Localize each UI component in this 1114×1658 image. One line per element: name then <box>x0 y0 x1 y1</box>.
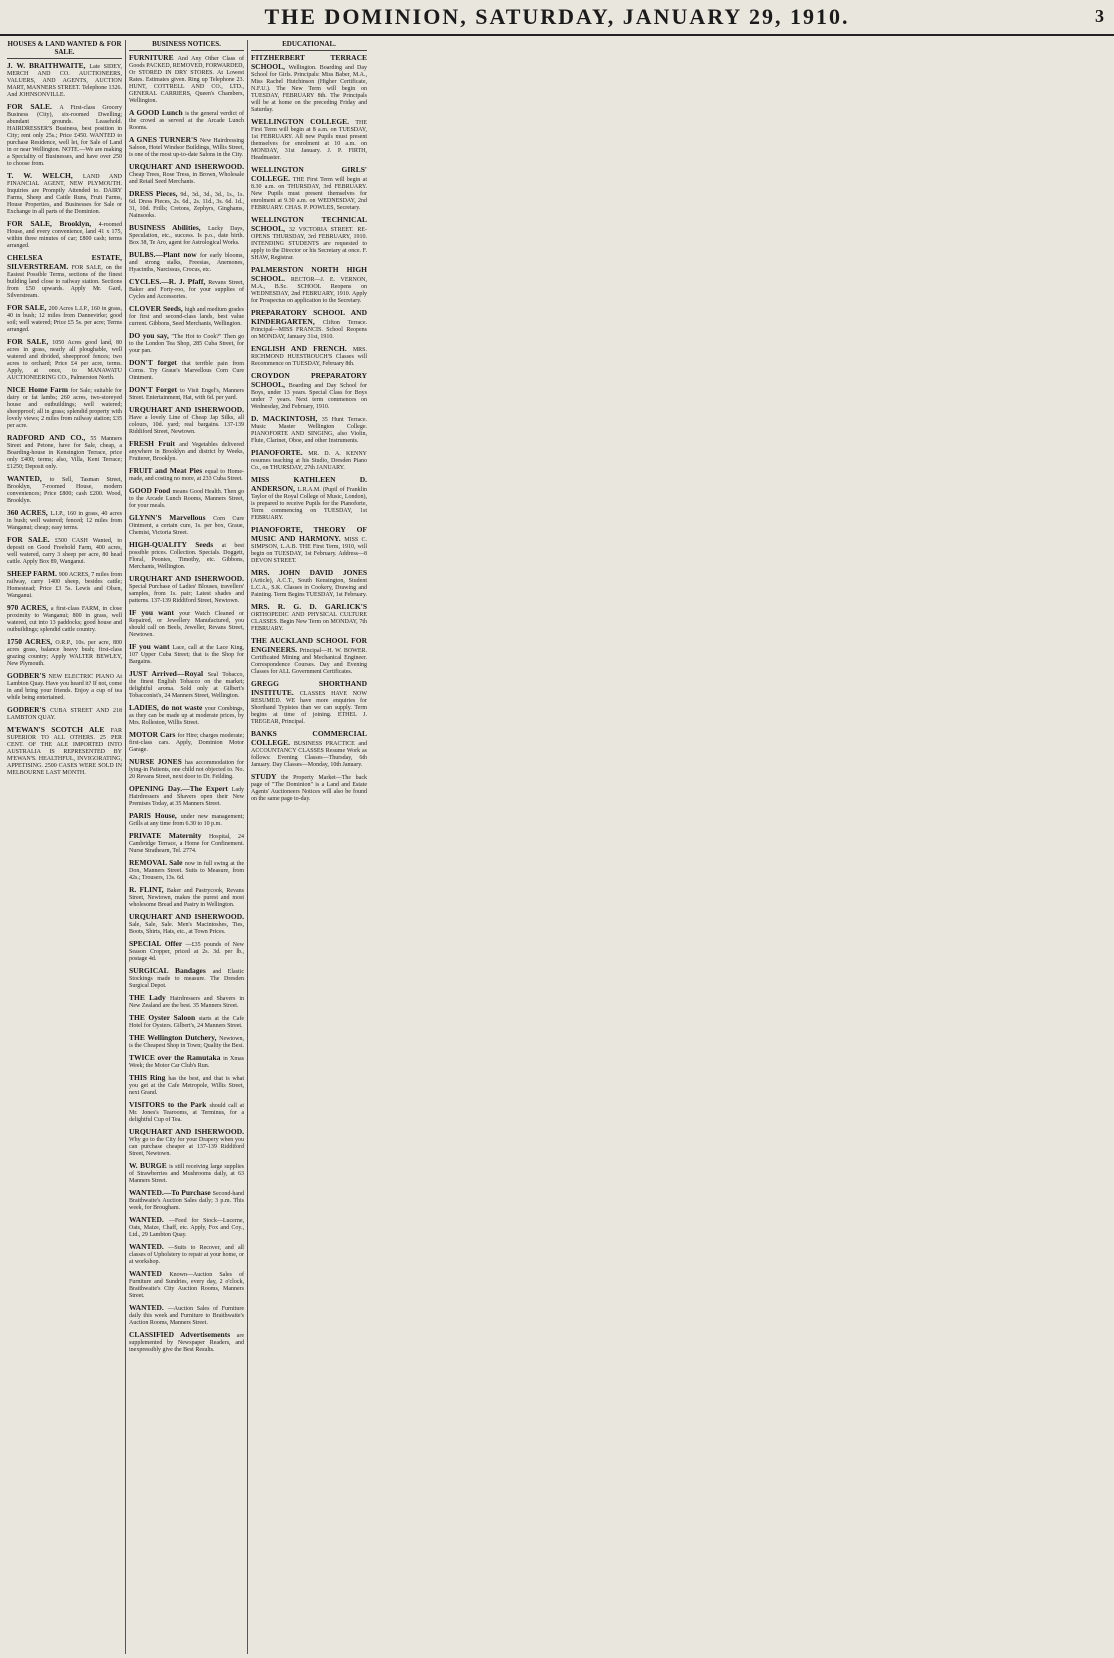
classified-ad <box>129 487 244 510</box>
ad-lead: MOTOR Cars <box>129 730 178 739</box>
classified-ad <box>129 670 244 700</box>
ad-lead: THE Oyster Saloon <box>129 1013 199 1022</box>
ad-lead: MRS. R. G. D. GARLICK'S <box>251 602 367 611</box>
ad-lead: A GOOD Lunch <box>129 108 186 117</box>
ad-text: 900 ACRES, 7 miles from railway, carry 1400 sheep, besides cattle; Homestead; Price £3 5s. Lewis and Olsen, Wanganui. <box>7 572 122 599</box>
masthead-title: THE DOMINION, SATURDAY, JANUARY 29, 1910. <box>264 4 850 29</box>
ad-text: in Xmas Week; the Motor Car Club's Run. <box>129 1056 244 1069</box>
ad-lead: MRS. JOHN DAVID JONES <box>251 568 367 577</box>
column-header: HOUSES & LAND WANTED & FOR SALE. <box>7 40 122 59</box>
classified-ad <box>129 967 244 990</box>
ad-text: Hospital, 24 Cambridge Terrace, a Home for Confinement. Nurse Strathearn, Tel. 2774. <box>129 834 244 854</box>
ad-list <box>7 62 122 777</box>
ad-lead: URQUHART AND ISHERWOOD. <box>129 912 244 921</box>
ad-text: has the best, and that is what you get at the Cafe Metropole, Willis Street, next Grand. <box>129 1076 244 1096</box>
classified-ad <box>129 859 244 882</box>
ad-lead: DON'T forget <box>129 358 182 367</box>
ad-lead: PIANOFORTE, THEORY OF MUSIC AND HARMONY. <box>251 525 367 543</box>
classified-ad <box>129 785 244 808</box>
page-number: 3 <box>1095 6 1104 26</box>
ad-lead: WELLINGTON COLLEGE. <box>251 117 356 126</box>
ad-lead: FRUIT and Meat Pies <box>129 466 205 475</box>
ad-lead: ENGLISH AND FRENCH. <box>251 344 353 353</box>
ad-lead: IF you want <box>129 642 173 651</box>
classified-ad <box>7 434 122 471</box>
ad-text: NEW ELECTRIC PIANO At Lambton Quay. Have you heard it? If not, come in and bring your friends. Enjoy a cup of tea while being entertained. <box>7 674 122 701</box>
classified-ad <box>7 62 122 99</box>
ad-lead: 360 ACRES, <box>7 508 51 517</box>
ad-text: 32 VICTORIA STREET. RE-OPENS THURSDAY, 3rd FEBRUARY, 1910. INTENDING STUDENTS are requested to apply to the Director or his Secretary at once. F. SHAW, Registrar. <box>251 227 367 261</box>
ad-lead: URQUHART AND ISHERWOOD. <box>129 1127 244 1136</box>
ad-text: means Good Health. Then go to the Arcade Lunch Rooms, Manners Street, for your meals. <box>129 489 245 509</box>
ad-lead: URQUHART AND ISHERWOOD. <box>129 162 244 171</box>
ad-text: Lady Hairdressers and Shavers open their New Premises Today, at 35 Manners Street. <box>129 787 244 807</box>
ad-text: BUSINESS PRACTICE and ACCOUNTANCY CLASSES Resume Work as follows: Evening Classes—Thursday, 6th January. Day Classes—Monday, 10th January. <box>251 741 367 768</box>
classified-ad <box>251 569 367 599</box>
ad-text: that terrible pain from Corns. Try Graue's Marvellous Corn Cure Ointment. <box>129 361 244 381</box>
ad-text: Clifton Terrace. Principal—MISS FRANCIS. School Reopens on MONDAY, January 31st, 1910. <box>251 320 367 340</box>
ad-text: to Sell, Tasman Street, Brooklyn, 7-roomed House, modern conveniences; Price £800; cash £200. Wood, Brooklyn. <box>7 477 122 504</box>
ad-lead: PALMERSTON NORTH HIGH SCHOOL. <box>251 265 367 283</box>
classified-ad <box>129 704 244 727</box>
classified-ad <box>7 706 122 722</box>
ad-text: Lace, call at the Lace King, 107 Upper Cuba Street; that is the Shop for Bargains. <box>129 645 244 665</box>
classified-ad <box>7 672 122 702</box>
classified-ad <box>129 731 244 754</box>
ad-text: FAR SUPERIOR TO ALL OTHERS. 25 PER CENT. OF THE ALE IMPORTED INTO AUSTRALIA IS REPRESENTED BY M'EWAN'S. HEALTHFUL, INVIGORATING, APPETISING. 2500 CASES WERE SOLD IN MELBOURNE LAST MONTH. <box>7 728 122 776</box>
column-educational-1 <box>248 40 370 1654</box>
ad-text: 4-roomed House, and every convenience, land 41 x 175, within three minutes of car; £800 cash; terms arranged. <box>7 222 122 249</box>
ad-lead: HIGH-QUALITY Seeds <box>129 540 222 549</box>
ad-text: Seal Tobacco, the finest English Tobacco on the market; delightful aroma. Sold only at Gilbert's Tobacconist's, 24 Manners Street, Wellington. <box>129 672 244 699</box>
ad-lead: LADIES, do not waste <box>129 703 205 712</box>
ad-lead: D. MACKINTOSH, <box>251 414 322 423</box>
ad-lead: JUST Arrived—Royal <box>129 669 208 678</box>
ad-lead: WANTED. <box>129 1215 169 1224</box>
ad-list <box>129 54 244 1354</box>
ad-text: equal to Home-made, and costing no more, at 233 Cuba Street. <box>129 469 244 482</box>
ad-lead: 970 ACRES, <box>7 603 51 612</box>
ad-text: starts at the Cafe Hotel for Oysters. Gilbert's, 24 Manners Street. <box>129 1016 244 1029</box>
ad-text: and Vegetables delivered anywhere in Brooklyn and district by Weeks, Fruiterer, Brooklyn. <box>129 442 244 462</box>
ad-text: —Feed for Stock—Lucerne, Oats, Maize, Chaff, etc. Apply, Fox and Coy., Ltd., 29 Lambton Quay. <box>129 1218 244 1238</box>
classified-ad <box>7 103 122 168</box>
classified-ad <box>251 415 367 445</box>
classified-ad <box>129 467 244 483</box>
ad-lead: FOR SALE. <box>7 535 55 544</box>
ad-lead: GLYNN'S Marvellous <box>129 513 214 522</box>
classified-ad <box>129 109 244 132</box>
ad-lead: URQUHART AND ISHERWOOD. <box>129 574 244 583</box>
ad-lead: PIANOFORTE. <box>251 448 309 457</box>
classified-ad <box>129 440 244 463</box>
ad-lead: STUDY <box>251 772 282 781</box>
ad-text: —£35 pounds of New Season Cropper, priced at 2s. 3d. per lb., postage 4d. <box>129 942 244 962</box>
classified-ad <box>7 604 122 634</box>
classified-ad <box>129 886 244 909</box>
ad-lead: FOR SALE, <box>7 337 53 346</box>
ad-lead: BUSINESS Abilities, <box>129 223 208 232</box>
masthead <box>0 0 1114 36</box>
classified-ad <box>7 386 122 430</box>
classified-ad <box>129 1304 244 1327</box>
ad-lead: GODBER'S <box>7 671 49 680</box>
ad-text: (Article), A.C.T., South Kensington, Student L.C.A., S.K. Classes in Cookery, Drawing and Painting. Term Begins TUESDAY, 1st February. <box>251 578 367 598</box>
ad-text: Newtown, is the Cheapest Shop in Town; Quality the Best. <box>129 1036 244 1049</box>
ad-lead: WANTED <box>129 1269 170 1278</box>
ad-text: —Suits to Recover, and all classes of Upholstery to repair at your home, or at workshop. <box>129 1245 244 1265</box>
classified-ad <box>251 309 367 341</box>
classified-ad <box>129 251 244 274</box>
ad-text: under new management; Grills at any time from 6.30 to 10 p.m. <box>129 814 244 827</box>
ad-text: a first-class FARM, in close proximity to Wanganui; 800 in grass, well watered, cut into 13 paddocks; good house and outbuildings; splendid cattle country. <box>7 606 122 633</box>
ad-lead: THIS Ring <box>129 1073 169 1082</box>
ad-lead: SURGICAL Bandages <box>129 966 213 975</box>
ad-lead: FOR SALE, <box>7 303 49 312</box>
ad-text: L.I.P., 160 in grass, 40 acres in bush; well watered; fenced; 12 miles from Wanganui; cheap; easy terms. <box>7 511 123 531</box>
ad-text: And Any Other Class of Goods PACKED, REMOVED, FORWARDED, Or STORED IN DRY STORES. At Lowest Rates. Estimates given. Ring up Telephone 23. HUNT, COTTRELL AND CO., LTD., GENERAL CARRIERS, Queen's Chambers, Wellington. <box>129 56 244 104</box>
ad-text: are supplemented by Newspaper Readers, and inexpressibly give the Best Results. <box>129 1333 244 1353</box>
ad-text: Why go to the City for your Drapery when you can purchase cheaper at 137-139 Riddiford Street, Newtown. <box>129 1137 244 1157</box>
ad-text: Corn Cure Ointment, a certain cure, 1s. per box, Graue, Chemist, Victoria Street. <box>129 516 244 536</box>
classified-ad <box>251 216 367 262</box>
ad-text: for Hire; charges moderate; first-class cars. Apply, Dominion Motor Garage. <box>129 733 244 753</box>
ad-lead: WANTED, <box>7 474 50 483</box>
ad-lead: CROYDON PREPARATORY SCHOOL, <box>251 371 367 389</box>
columns <box>4 40 1110 1654</box>
ad-lead: FOR SALE, Brooklyn, <box>7 219 99 228</box>
classified-ad <box>129 332 244 355</box>
column-business-notices <box>126 40 248 1654</box>
classified-ad <box>129 359 244 382</box>
classified-ad <box>251 603 367 633</box>
ad-text: Cheap Trees, Rose Tress, in Brown, Wholesale and Retail Seed Merchants. <box>129 172 244 185</box>
classified-ad <box>129 406 244 436</box>
ad-lead: THE Wellington Dutchery, <box>129 1033 220 1042</box>
classified-ad <box>251 118 367 162</box>
classified-ad <box>129 1189 244 1212</box>
ad-text: Special Purchase of Ladies' Blouses, travellers' samples, from 1s. pair; Latest shades and patterns. 137-139 Riddiford Street, Newtown. <box>129 584 244 604</box>
classified-ad <box>129 386 244 402</box>
classified-ad <box>251 345 367 368</box>
ad-lead: M'EWAN'S SCOTCH ALE <box>7 725 111 734</box>
ad-lead: CLOVER Seeds, <box>129 304 185 313</box>
ad-text: Boarding and Day School for Boys, under 13 years. Special Class for Boys under 7 years. Next term commences on Wednesday, 2nd February, 1910. <box>251 383 368 410</box>
ad-lead: PARIS House, <box>129 811 181 820</box>
classified-ad <box>7 570 122 600</box>
classified-ad <box>129 514 244 537</box>
ad-lead: PREPARATORY SCHOOL AND KINDERGARTEN, <box>251 308 367 326</box>
classified-ad <box>7 726 122 777</box>
classified-ad <box>7 254 122 300</box>
classified-ad <box>129 224 244 247</box>
ad-lead: T. W. WELCH, <box>7 171 83 180</box>
ad-list <box>251 54 367 803</box>
ad-text: now in full swing at the Don, Manners Street. Suits to Measure, from 42s.; Trousers, 13s. 6d. <box>129 861 244 881</box>
ad-text: New Hairdressing Saloon, Hotel Windsor Buildings, Willis Street, is one of the most up-to-date Salons in the City. <box>129 138 244 158</box>
ad-lead: TWICE over the Ramutaka <box>129 1053 224 1062</box>
classified-ad <box>129 994 244 1010</box>
ad-text: MRS. RICHMOND HUESTROUCH'S Classes will Recommence on TUESDAY, February 8th. <box>251 347 367 367</box>
classified-ad <box>129 832 244 855</box>
ad-text: 9d., 3d., 3d., 3d., 1s., 1s. 6d. Dress Pieces, 2s. 6d., 2s. 11d., 3s. 6d. 1d., 31, 10d. Frills; Cretons, Zephyrs, Ginghams, Nainsooks. <box>129 192 244 219</box>
classified-ad <box>7 304 122 334</box>
classified-ad <box>251 526 367 565</box>
ad-lead: DRESS Pieces, <box>129 189 181 198</box>
ad-text: RECTOR—J. E. VERNON, M.A., B.Sc. SCHOOL Reopens on WEDNESDAY, 2nd FEBRUARY, 1910. Apply for Prospectus on application to the Secretary. <box>251 277 368 304</box>
ad-lead: NURSE JONES <box>129 757 186 766</box>
ad-text: Baker and Pastrycook, Revans Street, Newtown, makes the purest and most wholesome Bread and Pastry in Wellington. <box>129 888 244 908</box>
ad-text: has accommodation for lying-in Patients, one child not objected to. No. 20 Revans Street, next door to Dr. Feilding. <box>129 760 244 780</box>
ad-text: Late SIDEY, MERCH AND CO. AUCTIONEERS, VALUERS, AND AGENTS, AUCTION MART, MANNERS STREET. Telephone 1326. And JOHNSONVILLE. <box>7 64 122 98</box>
classified-ad <box>129 643 244 666</box>
classified-ad <box>129 1128 244 1158</box>
ad-text: L.R.A.M. (Pupil of Franklin Taylor of the Royal College of Music, London), is prepared to receive Pupils for the Pianoforte, Term commencing on TUESDAY, 1st FEBRUARY. <box>251 487 367 521</box>
ad-lead: CHELSEA ESTATE, SILVERSTREAM. <box>7 253 122 271</box>
ad-lead: NICE Home Farm <box>7 385 71 394</box>
ad-lead: 1750 ACRES, <box>7 637 56 646</box>
ad-text: FOR SALE, on the Easiest Possible Terms, sections of the finest building land close to railway station. Sections from £50 upwards. Apply Mr. Gard, Silverstream. <box>7 265 122 299</box>
ad-lead: A GNES TURNER'S <box>129 135 200 144</box>
ad-lead: THE AUCKLAND SCHOOL FOR ENGINEERS. <box>251 636 367 654</box>
ad-lead: CLASSIFIED Advertisements <box>129 1330 237 1339</box>
classified-ad <box>7 509 122 532</box>
classified-ad <box>129 575 244 605</box>
ad-text: LAND AND FINANCIAL AGENT, NEW PLYMOUTH. Inquiries are Promptly Attended to. DAIRY Farms, Sheep and Cattle Runs, Fruit Farms, House Properties, and Businesses for Sale or Exchange in all parts of the Dominion. <box>7 174 122 215</box>
ad-text: your Watch Cleaned or Repaired, or Jewellery Manufactured, you should call on Beels, Jeweller, Revans Street, Newtown. <box>129 611 244 638</box>
classified-ad <box>129 609 244 639</box>
ad-lead: W. BURGE <box>129 1161 170 1170</box>
ad-text: —Auction Sales of Furniture daily this week and Furniture to Braithwaite's Auction Rooms, Manners Street. <box>129 1306 244 1326</box>
classified-ad <box>251 637 367 676</box>
classified-ad <box>7 220 122 250</box>
classified-ad <box>129 278 244 301</box>
ad-text: your Combings, as they can be made up at moderate prices, by Mrs. Rolleston, Willis Street. <box>129 706 245 726</box>
ad-lead: GREGG SHORTHAND INSTITUTE. <box>251 679 367 697</box>
classified-ad <box>129 1074 244 1097</box>
ad-text: THE First Term will begin at 8.30 a.m. on THURSDAY, 3rd FEBRUARY. New Pupils must present themselves for enrolment at 9.30 a.m. on WEDNESDAY, 2nd FEBRUARY. CHAS. P. POWLES, Secretary. <box>251 177 367 211</box>
classified-ad <box>129 1216 244 1239</box>
classified-ad <box>251 730 367 769</box>
ad-text: Known—Auction Sales of Furniture and Sundries, every day, 2 o'clock, Braithwaite's City Auction Rooms, Manners Street. <box>129 1272 244 1299</box>
classified-ad <box>129 1034 244 1050</box>
classified-ad <box>251 773 367 803</box>
column-houses-land <box>4 40 126 1654</box>
classified-ad <box>129 305 244 328</box>
column-header: BUSINESS NOTICES. <box>129 40 244 51</box>
classified-ad <box>129 1243 244 1266</box>
classified-ad <box>129 913 244 936</box>
ad-text: Second-hand Braithwaite's Auction Sales daily; 3 p.m. This week, for Brougham. <box>129 1191 244 1211</box>
classified-ad <box>251 266 367 305</box>
ad-lead: FITZHERBERT TERRACE SCHOOL, <box>251 53 367 71</box>
ad-text: 55 Manners Street and Petone, have for Sale, cheap, a Boarding-house in Kensington Terrace, price only £400; terms; also, Villa, Kent Terrace; £1250; Deposit only. <box>7 436 122 470</box>
ad-lead: CYCLES.—R. J. Pfaff, <box>129 277 209 286</box>
ad-lead: J. W. BRAITHWAITE, <box>7 61 90 70</box>
ad-lead: FURNITURE <box>129 53 178 62</box>
ad-lead: SPECIAL Offer <box>129 939 186 948</box>
ad-text: is still receiving large supplies of Strawberries and Mushrooms daily, at 63 Manners Street. <box>129 1164 244 1184</box>
ad-text: Lucky Days, Speculation, etc., success. Is p.o., date birth. Box 38, Te Aro, agent for Astrological Works. <box>129 226 244 246</box>
ad-text: MISS C. SIMPSON, L.A.B. THE First Term, 1910, will begin on TUESDAY, 1st February. Address—8 DEVON STREET. <box>251 537 368 564</box>
ad-text: Wellington. Boarding and Day School for Girls. Principals: Miss Baber, M.A., Miss Rachel Hutchinson (Higher Certificate, N.F.U.). The New Term will begin on TUESDAY, FEBRUARY 8th. The Principals will be at home on the preceding Friday and Saturday. <box>251 65 367 113</box>
ad-lead: SHEEP FARM. <box>7 569 59 578</box>
classified-ad <box>129 1331 244 1354</box>
ad-text: Revans Street, Baker and Forty-roo, for your supplies of Cycles and Accessories. <box>129 280 244 300</box>
classified-ad <box>129 940 244 963</box>
classified-ad <box>251 166 367 212</box>
ad-lead: WELLINGTON TECHNICAL SCHOOL, <box>251 215 367 233</box>
classified-ad <box>129 541 244 571</box>
ad-text: Principal—H. W. BOWER. Certificated Mining and Mechanical Engineer. Correspondence Courses. Day and Evening Classes for ALL Government Certificates. <box>251 648 367 675</box>
ad-text: THE First Term will begin at 8 a.m. on TUESDAY, 1st FEBRUARY. All new Pupils must present themselves for enrolment at 10 a.m. on MONDAY, 31st January. J. P. FIRTH, Headmaster. <box>251 120 367 161</box>
classified-ad <box>7 338 122 382</box>
ad-lead: PRIVATE Maternity <box>129 831 209 840</box>
column-header: EDUCATIONAL. <box>251 40 367 51</box>
ad-lead: OPENING Day.—The Expert <box>129 784 232 793</box>
classified-ad <box>129 1054 244 1070</box>
ad-text: Sale, Sale, Sale. Men's Macintoshes, Ties, Boots, Shirts, Hats, etc., at Town Prices. <box>129 922 244 935</box>
ad-lead: DON'T Forget <box>129 385 181 394</box>
classified-ad <box>129 758 244 781</box>
ad-lead: FOR SALE. <box>7 102 60 111</box>
classified-ad <box>129 163 244 186</box>
ad-lead: WANTED. <box>129 1303 168 1312</box>
classified-ad <box>251 680 367 726</box>
classified-ad <box>129 54 244 105</box>
classified-ad <box>251 476 367 522</box>
classified-ad <box>129 1101 244 1124</box>
classified-ad <box>129 812 244 828</box>
ad-text: high and medium grades for first and second-class lands, best value current. Gibbons, Seed Merchants, Wellington. <box>129 307 244 327</box>
ad-text: 1050 Acres good land, 80 acres in grass, nearly all ploughable, well watered and divided, sheepproof fences; two acres to orchard; Price £4 per acre, terms. Apply, at once, to MANAWATU AUCTIONEERING CO., Palmerston North. <box>7 340 122 381</box>
ad-text: 200 Acres L.I.P., 160 in grass, 40 in bush; 12 miles from Dannevirke; good soil; well watered; Price £5 5s. per acre; Terms arranged. <box>7 306 122 333</box>
ad-lead: RADFORD AND CO., <box>7 433 91 442</box>
ad-text: "The Hot to Cook?" Then go to the London Tea Shop, 285 Cuba Street, for your pan. <box>129 334 245 354</box>
ad-lead: WELLINGTON GIRLS' COLLEGE. <box>251 165 367 183</box>
classified-ad <box>251 372 367 411</box>
ad-text: for Sale; suitable for dairy or fat lambs; 260 acres, two-storeyed house and outbuildings; well watered; sheepproof; all in grass; splendid property with lovely views; 2 miles from railway station; £35 per acre. <box>7 388 123 429</box>
ad-text: and Elastic Stockings made to measure. The Dresden Surgical Depot. <box>129 969 244 989</box>
ad-lead: THE Lady <box>129 993 171 1002</box>
ad-text: CLASSES HAVE NOW RESUMED. WE have more enquiries for Shorthand Typistes than we can supply. Term begins at time of joining. ETHEL J. TREGEAR, Principal. <box>251 691 367 725</box>
ad-lead: WANTED. <box>129 1242 169 1251</box>
classified-ad <box>7 638 122 668</box>
ad-text: MR. D. A. KENNY resumes teaching at his Studio, Dresden Piano Co., on THURSDAY, 27th JANUARY. <box>251 451 367 471</box>
ad-lead: BANKS COMMERCIAL COLLEGE. <box>251 729 367 747</box>
classified-ad <box>7 475 122 505</box>
ad-text: the Property Market—The back page of "The Dominion" is a Land and Estate Agents' Auctioneers Notices will also be found on the same page to-day. <box>251 775 367 802</box>
ad-text: £500 CASH Wanted, to deposit on Good Freehold Farm, 400 acres, well watered, carry 3 sheep per acre, 80 head cattle. Apply Box 89, Wanganui. <box>7 538 122 565</box>
ad-lead: GOOD Food <box>129 486 173 495</box>
ad-lead: FRESH Fruit <box>129 439 180 448</box>
ad-lead: WANTED.—To Purchase <box>129 1188 213 1197</box>
ad-text: ORTHOPEDIC AND PHYSICAL CULTURE CLASSES. Begin New Term on MONDAY, 7th FEBRUARY. <box>251 612 367 632</box>
classified-ad <box>129 136 244 159</box>
classified-ad <box>129 1014 244 1030</box>
classified-ad <box>7 172 122 216</box>
ad-lead: URQUHART AND ISHERWOOD. <box>129 405 244 414</box>
ad-text: should call at Mr. Jones's Tearooms, at Terminus, for a delightful Cup of Tea. <box>129 1103 244 1123</box>
ad-lead: REMOVAL Sale <box>129 858 185 867</box>
ad-text: Have a lovely Line of Cheap Jap Silks, all colours, 10d. yard; real bargains. 137-139 Riddiford Street, Newtown. <box>129 415 244 435</box>
ad-text: for early blooms, and strong stalks, Freesias, Anemones, Hyacinths, Narcissus, Crocus, etc. <box>129 253 244 273</box>
ad-text: at best possible prices. Collection. Specials. Doggett, Floral, Peonies, Timothy, etc. Gibbons, Merchants, Wellington. <box>129 543 244 570</box>
ad-lead: GODBER'S <box>7 705 51 714</box>
classified-ad <box>129 1270 244 1300</box>
ad-lead: MISS KATHLEEN D. ANDERSON, <box>251 475 367 493</box>
ad-text: to Visit Engel's, Manners Street. Entertainment, Hat, with 6d. per yard. <box>129 388 245 401</box>
ad-lead: BULBS.—Plant now <box>129 250 200 259</box>
ad-text: Hairdressers and Shavers in New Zealand are the best. 35 Manners Street. <box>129 996 244 1009</box>
ad-lead: DO you say, <box>129 331 172 340</box>
ad-text: A First-class Grocery Business (City), six-roomed Dwelling; abundant grounds. Leasehold. HAIRDRESSER'S Business, best position in City; rent only 25s.; Price £450. WANTED to purchase Residence, well let, for Sale of Land in or near Wellington. NOTE.—We are making a Speciality of Businesses, and have over 250 to choose from. <box>7 105 122 167</box>
ad-text: O.R.P., 10s. per acre, 800 acres grass, balance heavy bush; first-class grazing country; Apply WALTER BEWLEY, New Plymouth. <box>7 640 122 667</box>
classified-ad <box>129 1162 244 1185</box>
classified-ad <box>129 190 244 220</box>
classified-ad <box>251 449 367 472</box>
classified-ad <box>7 536 122 566</box>
ad-text: is the general verdict of the crowd as served at the Arcade Lunch Rooms. <box>129 111 244 131</box>
ad-lead: VISITORS to the Park <box>129 1100 210 1109</box>
ad-text: 35 Hunt Terrace. Music Master Wellington College. PIANOFORTE AND SINGING, also Violin, Flute, Clarinet, Oboe, and other Instruments. <box>251 417 367 444</box>
ad-lead: IF you want <box>129 608 180 617</box>
classified-ad <box>251 54 367 114</box>
ad-text: CUBA STREET AND 218 LAMBTON QUAY. <box>7 708 122 721</box>
ad-lead: R. FLINT, <box>129 885 167 894</box>
